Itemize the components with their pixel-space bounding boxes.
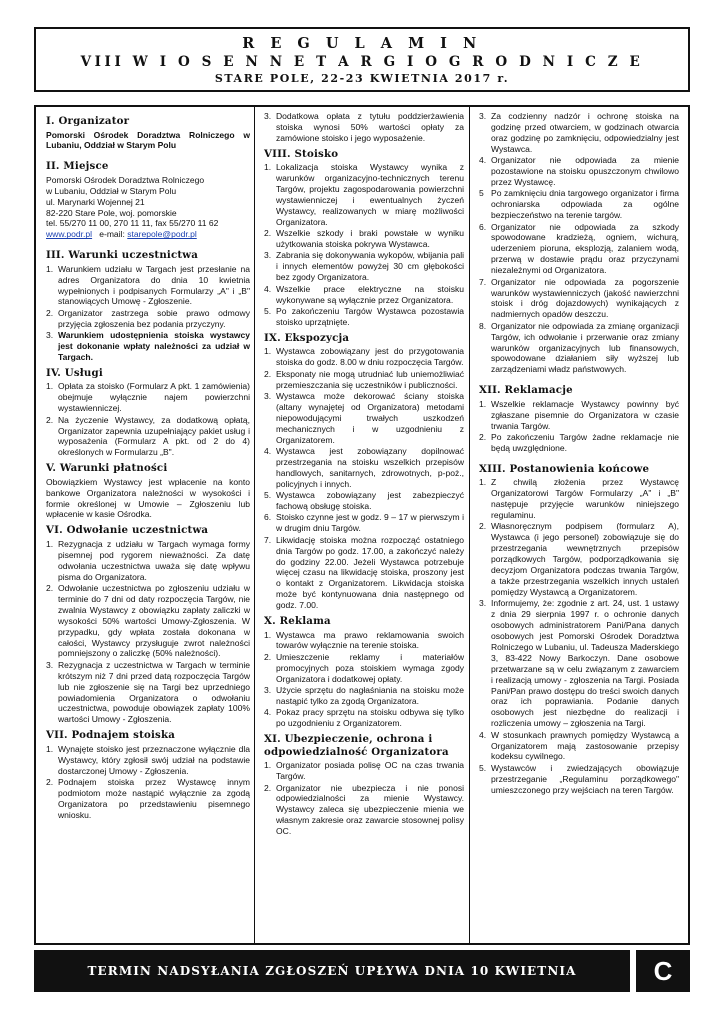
deadline-banner: TERMIN NADSYŁANIA ZGŁOSZEŃ UPŁYWA DNIA 10 KWIETNIA bbox=[34, 950, 630, 992]
column-divider bbox=[469, 107, 470, 943]
list-item: 2. Eksponaty nie mogą utrudniać lub uniemożliwiać przemieszczania się uczestników i publiczności. bbox=[264, 368, 464, 390]
list-item: 4. Wystawca jest zobowiązany dopilnować przestrzegania na stoisku wszelkich przepisów handlowych, sanitarnych, zdrowotnych, p-poż., policyjnych i innych. bbox=[264, 445, 464, 489]
list-item: 4. Wszelkie prace elektryczne na stoisku wykonywane są wyłącznie przez Organizatora. bbox=[264, 283, 464, 305]
list-item: 7. Likwidację stoiska można rozpocząć ostatniego dnia Targów po godz. 17.00, a zakończyć należy do godziny 22.00. Jeżeli Wystawca potrzebuje więcej czasu na likwidację stoiska, proszony jest o kontakt z Organizatorem. Likwidacja stoiska może być kontynuowana dnia następnego od godz. 7.00. bbox=[264, 534, 464, 611]
list-item: 3. Rezygnacja z uczestnictwa w Targach w terminie krótszym niż 7 dni przed datą rozpoczęcia Targów lub nie zgłoszenie się na Targi bez uprzedniego powiadomienia Organizatora o odwołaniu uczestnictwa, powoduje obowiązek zapłaty 100% wartości Umowy - Zgłoszenia. bbox=[46, 659, 250, 725]
section-title: XI. Ubezpieczenie, ochrona i odpowiedzialność Organizatora bbox=[264, 733, 449, 758]
address-line: Pomorski Ośrodek Doradztwa Rolniczego bbox=[46, 174, 205, 185]
header-box bbox=[34, 27, 690, 92]
list-item: 2. Po zakończeniu Targów żadne reklamacje nie będą uwzględnione. bbox=[479, 431, 679, 453]
list bbox=[46, 381, 250, 458]
list-item: 2. Podnajem stoiska przez Wystawcę innym podmiotom może nastąpić wyłącznie za zgodą Organizatora po przedstawieniu pisemnego wniosku. bbox=[46, 777, 250, 820]
list-item: 1. Lokalizacja stoiska Wystawcy wynika z warunków organizacyjno-technicznych terenu Targów, projektu zagospodarowania powierzchni wystawienniczej i ewentualnych życzeń Wystawcy, realizowanych w miarę możliwości Organizatora. bbox=[264, 162, 464, 227]
list-item: 4. Organizator nie odpowiada za mienie pozostawione na stoisku opuszczonym chwilowo przez Wystawcę. bbox=[479, 155, 679, 187]
list-item: 2. Na życzenie Wystawcy, za dodatkową opłatą, Organizator zapewnia uzupełniający pakiet usług i wyposażenia (Formularz A pkt. od 2 do 4) określonych w Formularzu „B". bbox=[46, 414, 250, 458]
section-title: X. Reklama bbox=[264, 615, 331, 628]
list-item: 4. W stosunkach prawnych pomiędzy Wystawcą a Organizatorem mają zastosowanie przepisy kodeksu cywilnego. bbox=[479, 729, 679, 762]
list bbox=[46, 264, 250, 363]
list-item: 6. Organizator nie odpowiada za szkody spowodowane kradzieżą, ogniem, wichurą, uderzeniem pioruna, eksplozją, zalaniem wodą, przerwą w dostawie prądu oraz przyczynami niezależnymi od Organizatora. bbox=[479, 221, 679, 276]
section-title: II. Miejsce bbox=[46, 160, 109, 173]
event-name: VIII W I O S E N N E T A R G I O G R O D N I C Z E bbox=[80, 54, 644, 70]
column-right bbox=[479, 111, 679, 796]
section-title: V. Warunki płatności bbox=[46, 462, 168, 475]
address-block bbox=[46, 175, 250, 240]
list-item: 1. Opłata za stoisko (Formularz A pkt. 1 zamówienia) obejmuje wyłącznie najem powierzchni wystawienniczej. bbox=[46, 381, 250, 414]
list-item: 3. Użycie sprzętu do nagłaśniania na stoisku może nastąpić tylko za zgodą Organizatora. bbox=[264, 685, 464, 706]
website-link[interactable]: www.podr.pl bbox=[46, 229, 93, 240]
section-title: IV. Usługi bbox=[46, 366, 103, 379]
list bbox=[479, 477, 679, 795]
list-item: 3. Dodatkowa opłata z tytułu poddzierżawienia stoiska wynosi 50% wartości opłaty za zamówione stoisko i jego wyposażenie. bbox=[264, 111, 464, 143]
section-title: XIII. Postanowienia końcowe bbox=[479, 462, 650, 475]
list-item: 1. Organizator posiada polisę OC na czas trwania Targów. bbox=[264, 760, 464, 782]
list-item: 2. Organizator nie ubezpiecza i nie ponosi odpowiedzialności za mienie Wystawcy. Wystawcy zaleca się ubezpieczenie mienia we własnym zakresie oraz zawarcie stosownej polisy OC. bbox=[264, 782, 464, 837]
list bbox=[264, 111, 464, 144]
section-title: XII. Reklamacje bbox=[479, 384, 573, 397]
list-item: 1. Wystawca ma prawo reklamowania swoich towarów wyłącznie na terenie stoiska. bbox=[264, 629, 464, 651]
column-divider bbox=[254, 107, 255, 943]
list bbox=[46, 744, 250, 821]
organizer-name: Pomorski Ośrodek Doradztwa Rolniczego w Lubaniu, Oddział w Starym Polu bbox=[46, 129, 250, 151]
list-item: 3. Warunkiem udostępnienia stoiska wystawcy jest dokonanie wpłaty należności za udział w Targach. bbox=[46, 330, 250, 362]
list bbox=[264, 760, 464, 837]
email-link[interactable]: starepole@podr.pl bbox=[127, 229, 197, 240]
list bbox=[264, 162, 464, 328]
address-line: w Lubaniu, Oddział w Starym Polu bbox=[46, 185, 177, 196]
list-item: 3. Wystawca może dekorować ściany stoiska (altany wynajętej od Organizatora) metodami niepowodującymi trwałych uszkodzeń mechanicznych i w uzgodnieniu z Organizatorem. bbox=[264, 390, 464, 445]
list-item: 4. Pokaz pracy sprzętu na stoisku odbywa się tylko po uzgodnieniu z Organizatorem. bbox=[264, 707, 464, 729]
paragraph: Obowiązkiem Wystawcy jest wpłacenie na konto bankowe Organizatora należności w wysokości i formie określonej w Umowie – Zgłoszeniu lub wpłacenie w kasie Ośrodka. bbox=[46, 476, 250, 520]
event-place-date: STARE POLE, 22-23 KWIETNIA 2017 r. bbox=[214, 72, 510, 85]
list-item: 1. Rezygnacja z udziału w Targach wymaga formy pisemnej pod rygorem nieważności. Za datę odwołania uczestnictwa uważa się datę wpływu pisma do Organizatora. bbox=[46, 538, 250, 582]
list-item: 5. Po zakończeniu Targów Wystawca pozostawia stoisko uprzątnięte. bbox=[264, 306, 464, 327]
document-title: R E G U L A M I N bbox=[242, 35, 482, 52]
column-middle bbox=[264, 111, 464, 838]
list-item: 8. Organizator nie odpowiada za zmianę organizacji Targów, ich odwołanie i przerwanie oraz zmiany warunków organizacyjnych lub finansowych, spowodowane działaniem siły wyższej lub zarządzeniami władz państwowych. bbox=[479, 320, 679, 375]
section-title: VI. Odwołanie uczestnictwa bbox=[46, 524, 209, 537]
list bbox=[479, 111, 679, 375]
form-letter-badge: C bbox=[636, 950, 690, 992]
list bbox=[479, 399, 679, 454]
section-title: VII. Podnajem stoiska bbox=[46, 729, 176, 742]
list bbox=[46, 539, 250, 725]
list bbox=[264, 630, 464, 730]
list-item: 5. Wystawców i zwiedzających obowiązuje przestrzeganie „Regulaminu porządkowego" umieszczonego przy wejściach na teren Targów. bbox=[479, 762, 679, 795]
list-item: 5. Wystawca zobowiązany jest zabezpieczyć fachową obsługę stoiska. bbox=[264, 490, 464, 511]
address-line: 82-220 Stare Pole, woj. pomorskie bbox=[46, 207, 177, 218]
phone-line: tel. 55/270 11 00, 270 11 11, fax 55/270 11 62 bbox=[46, 218, 219, 229]
list-item: 1. Wystawca zobowiązany jest do przygotowania stoiska do godz. 8.00 w dniu rozpoczęcia Targów. bbox=[264, 346, 464, 368]
list-item: 2. Własnoręcznym podpisem (formularz A), Wystawca (i jego personel) zobowiązuje się do przestrzegania wewnętrznych przepisów porządkowych Targów, podporządkowania się decyzjom Organizatora podczas trwania Targów, a także przestrzegania wszelkich innych ustaleń pomiędzy Wystawcą a Organizatorem. bbox=[479, 521, 679, 597]
list-item: 1. Wynajęte stoisko jest przeznaczone wyłącznie dla Wystawcy, który zgłosił swój udział na podstawie dostarczonej Umowy - Zgłoszenia. bbox=[46, 743, 250, 776]
list-item: 3. Za codzienny nadzór i ochronę stoiska na godzinę przed otwarciem, w godzinach otwarcia oraz godzinę po zamknięciu, odpowiedzialny jest Wystawca. bbox=[479, 111, 679, 154]
list-item: 3. Informujemy, że: zgodnie z art. 24, ust. 1 ustawy z dnia 29 sierpnia 1997 r. o ochronie danych osobowych administratorem Pani/Pana danych osobowych jest Pomorski Ośrodek Doradztwa Rolniczego w Lubaniu, ul. Tadeusza Maderskiego 3, 83-422 Nowy Barkoczyn. Dane osobowe przetwarzane są w celu związanym z zawarciem i realizacją umowy - zgłoszenia na Targi. Posiada Pani/Pan prawo dostępu do treści swoich danych oraz ich poprawiania. Podanie danych osobowych jest niezbędne do realizacji i rozliczenia umowy – zgłoszenia na Targi. bbox=[479, 598, 679, 729]
section-title: VIII. Stoisko bbox=[264, 147, 339, 160]
list-item: 2. Odwołanie uczestnictwa po zgłoszeniu udziału w terminie do 7 dni od daty rozpoczęcia Targów, nie zwalnia Wystawcy z obowiązku zapłaty zaliczki w wysokości 50% wartości Umowy-Zgłoszenia. W przypadku, gdy wpłata została dokonana w całości, Wystawcy przysługuje zwrot należności pomniejszony o zaliczkę (50% należności). bbox=[46, 583, 250, 659]
list-item: 6. Stoisko czynne jest w godz. 9 – 17 w pierwszym i w drugim dniu Targów. bbox=[264, 512, 464, 534]
email-label: e-mail: bbox=[92, 229, 128, 240]
list-item: 1. Wszelkie reklamacje Wystawcy powinny być zgłaszane pisemnie do Organizatora w czasie trwania Targów. bbox=[479, 398, 679, 431]
list-item: 1. Z chwilą złożenia przez Wystawcę Organizatorowi Targów Formularzy „A" i „B" następuje przyjęcie warunków niniejszego regulaminu. bbox=[479, 477, 679, 520]
list-item: 2. Wszelkie szkody i braki powstałe w wyniku użytkowania stoiska pokrywa Wystawca. bbox=[264, 228, 464, 250]
list-item: 1. Warunkiem udziału w Targach jest przesłanie na adres Organizatora do dnia 10 kwietnia wypełnionych i podpisanych Formularzy „A" i „B" stanowiących Umowę - Zgłoszenie. bbox=[46, 263, 250, 307]
column-left bbox=[46, 111, 250, 821]
list bbox=[264, 346, 464, 611]
section-title: III. Warunki uczestnictwa bbox=[46, 249, 199, 262]
list-item: 2. Umieszczenie reklamy i materiałów promocyjnych poza stoiskiem wymaga zgody Organizatora i dodatkowej opłaty. bbox=[264, 651, 464, 684]
list-item: 2. Organizator zastrzega sobie prawo odmowy przyjęcia zgłoszenia bez podania przyczyny. bbox=[46, 307, 250, 329]
section-title: IX. Ekspozycja bbox=[264, 331, 350, 344]
list-item: 3. Zabrania się dokonywania wykopów, wbijania pali i innych elementów powyżej 30 cm głębokości bez zgody Organizatora. bbox=[264, 250, 464, 283]
section-title: I. Organizator bbox=[46, 115, 130, 127]
list-item: 7. Organizator nie odpowiada za pogorszenie warunków wystawienniczych (jakość nawierzchni stoisk i dróg dojazdowych) wynikających z nadmiernych opadów deszczu. bbox=[479, 276, 679, 320]
address-line: ul. Marynarki Wojennej 21 bbox=[46, 196, 145, 207]
list-item: 5 Po zamknięciu dnia targowego organizator i firma ochroniarska odpowiada za ogólne bezpieczeństwo na terenie targów. bbox=[479, 188, 679, 221]
regulations-body bbox=[34, 105, 690, 945]
